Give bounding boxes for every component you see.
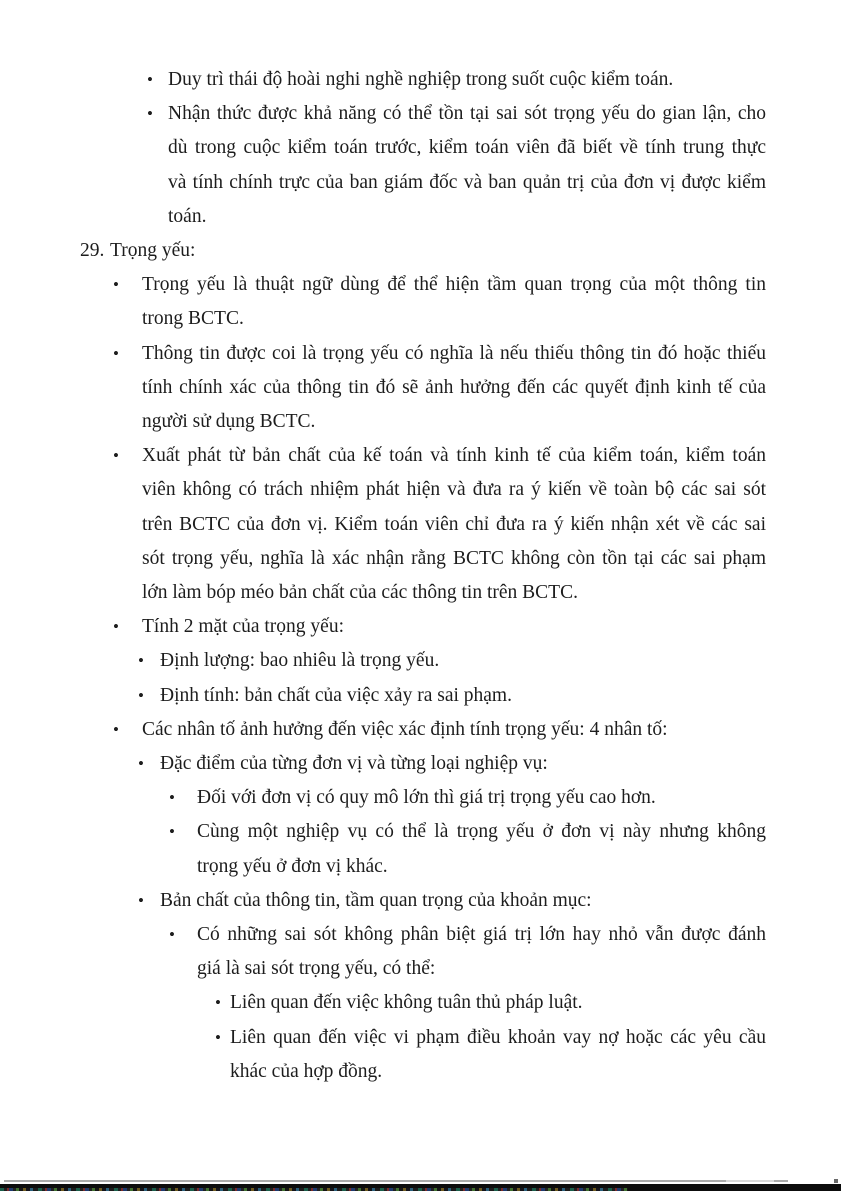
bullet-icon: •	[113, 343, 119, 363]
list-item	[0, 815, 766, 883]
list-item	[0, 97, 766, 234]
item-text	[160, 679, 766, 713]
item-text	[142, 337, 766, 440]
list-item	[0, 986, 766, 1020]
text-line: Đối với đơn vị có quy mô lớn thì giá trị trọng yếu cao hơn.	[197, 787, 656, 809]
text-line: Có những sai sót không phân biệt giá trị lớn hay nhỏ vẫn được đánh	[197, 924, 766, 946]
text-line: Xuất phát từ bản chất của kế toán và tính kinh tế của kiểm toán, kiểm toán	[142, 445, 766, 467]
bullet-icon: •	[138, 685, 144, 705]
document-body	[0, 63, 841, 1089]
text-line: dù trong cuộc kiểm toán trước, kiểm toán viên đã biết về tính trung thực	[168, 137, 766, 159]
scan-artifact-line	[4, 1180, 788, 1182]
text-line: Thông tin được coi là trọng yếu có nghĩa là nếu thiếu thông tin đó hoặc thiếu	[142, 342, 766, 364]
bullet-icon: •	[147, 104, 153, 124]
item-text	[142, 268, 766, 336]
list-item	[0, 713, 766, 747]
list-item	[0, 679, 766, 713]
scan-artifact-smudge	[726, 1180, 774, 1182]
item-text	[230, 986, 766, 1020]
list-item	[0, 884, 766, 918]
item-text	[230, 1021, 766, 1089]
text-line: Nhận thức được khả năng có thể tồn tại sai sót trọng yếu do gian lận, cho	[168, 103, 766, 125]
item-text	[142, 439, 766, 610]
text-line: trọng yếu ở đơn vị khác.	[197, 855, 388, 877]
bullet-icon: •	[138, 890, 144, 910]
bullet-icon: •	[169, 788, 175, 808]
item-text	[197, 781, 766, 815]
list-item	[0, 644, 766, 678]
text-line: Bản chất của thông tin, tầm quan trọng của khoản mục:	[160, 889, 592, 911]
item-text	[168, 97, 766, 234]
list-item	[0, 747, 766, 781]
item-text	[168, 63, 766, 97]
text-line: khác của hợp đồng.	[230, 1060, 383, 1082]
text-line: Trọng yếu là thuật ngữ dùng để thể hiện tầm quan trọng của một thông tin	[142, 274, 766, 296]
text-line: Trọng yếu:	[110, 240, 196, 262]
bullet-icon: •	[113, 617, 119, 637]
item-text	[197, 918, 766, 986]
bullet-icon: •	[113, 275, 119, 295]
text-line: Tính 2 mặt của trọng yếu:	[142, 616, 344, 638]
text-line: Định lượng: bao nhiêu là trọng yếu.	[160, 650, 440, 672]
list-item	[0, 918, 766, 986]
text-line: Cùng một nghiệp vụ có thể là trọng yếu ở đơn vị này nhưng không	[197, 821, 766, 843]
text-line: và tính chính trực của ban giám đốc và ban quản trị của đơn vị được kiểm	[168, 171, 766, 193]
text-line: trong BCTC.	[142, 308, 244, 330]
bullet-icon: •	[215, 993, 221, 1013]
text-line: sót trọng yếu, nghĩa là xác nhận rằng BCTC không còn tồn tại các sai phạm	[142, 547, 766, 569]
bullet-icon: •	[215, 1027, 221, 1047]
text-line: Liên quan đến việc không tuân thủ pháp luật.	[230, 992, 583, 1014]
text-line: Đặc điểm của từng đơn vị và từng loại nghiệp vụ:	[160, 753, 548, 775]
scan-artifact-tick	[834, 1179, 838, 1183]
item-text	[160, 884, 766, 918]
list-item	[0, 63, 766, 97]
text-line: Duy trì thái độ hoài nghi nghề nghiệp trong suốt cuộc kiểm toán.	[168, 69, 674, 90]
bullet-icon: •	[169, 925, 175, 945]
bullet-icon: •	[113, 446, 119, 466]
item-text	[160, 644, 766, 678]
list-item	[0, 268, 766, 336]
text-line: Liên quan đến việc vi phạm điều khoản vay nợ hoặc các yêu cầu	[230, 1026, 766, 1048]
list-item	[0, 439, 766, 610]
text-line: giá là sai sót trọng yếu, có thể:	[197, 958, 436, 980]
text-line: trên BCTC của đơn vị. Kiểm toán viên chỉ đưa ra ý kiến nhận xét về các sai	[142, 513, 766, 535]
text-line: tính chính xác của thông tin đó sẽ ảnh hưởng đến các quyết định kinh tế của	[142, 376, 766, 398]
bullet-icon: •	[138, 651, 144, 671]
bullet-icon: •	[169, 822, 175, 842]
item-text	[142, 610, 766, 644]
list-item	[0, 1021, 766, 1089]
list-item	[0, 337, 766, 440]
item-text	[142, 713, 766, 747]
text-line: toán.	[168, 205, 207, 227]
numbered-item	[0, 234, 766, 268]
bullet-icon: •	[147, 70, 153, 89]
text-line: Các nhân tố ảnh hưởng đến việc xác định tính trọng yếu: 4 nhân tố:	[142, 718, 668, 740]
text-line: lớn làm bóp méo bản chất của các thông tin trên BCTC.	[142, 582, 578, 604]
item-text	[197, 815, 766, 883]
item-text	[110, 234, 766, 268]
bullet-icon: •	[138, 754, 144, 774]
list-item	[0, 781, 766, 815]
text-line: Định tính: bản chất của việc xảy ra sai phạm.	[160, 684, 512, 706]
item-text	[160, 747, 766, 781]
text-line: người sử dụng BCTC.	[142, 411, 316, 433]
list-item	[0, 610, 766, 644]
text-line: viên không có trách nhiệm phát hiện và đưa ra ý kiến về toàn bộ các sai sót	[142, 479, 766, 501]
bullet-icon: •	[113, 719, 119, 739]
item-number: 29.	[80, 240, 105, 262]
